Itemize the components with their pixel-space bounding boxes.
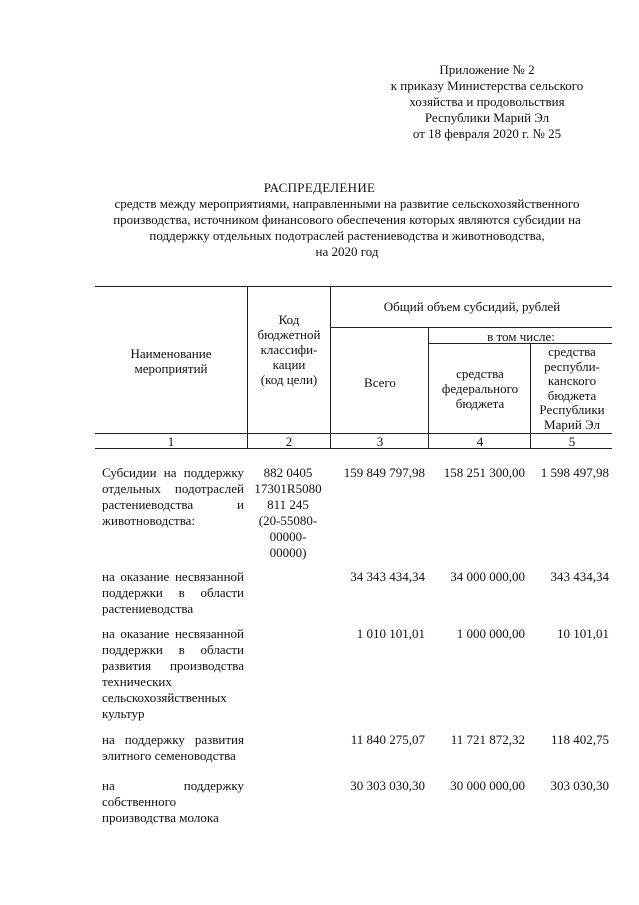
header-republic-line: республи- [544,358,600,374]
header-federal-line: бюджета [455,396,505,411]
subtitle-line: поддержку отдельных подотраслей растениеводства и животноводства, [149,228,545,243]
header-republic-line: Марий Эл [544,416,600,432]
row-code-line: 17301R5080 [254,481,322,496]
col-number: 4 [476,434,484,449]
row-name: на оказание несвязанной поддержки в области растениеводства [102,569,244,616]
row-federal: 30 000 000,00 [450,778,525,793]
header-republic-line: средства [548,344,596,359]
header-code [249,312,329,387]
row-federal: 11 721 872,32 [450,732,525,747]
row-total: 34 343 434,34 [350,569,425,584]
subtitle-line: средств между мероприятиями, направленными на развитие сельскохозяйственного [114,196,580,211]
row-code-line: 882 0405 [263,465,313,480]
subtitle-line: производства, источником финансового обеспечения которых являются субсидии на [113,212,581,227]
row-total: 30 303 030,30 [350,778,425,793]
row-code-line: 00000) [269,545,307,560]
header-name [97,346,245,376]
appendix-line: к приказу Министерства сельского [390,78,584,93]
row-republic: 10 101,01 [557,626,609,641]
header-republic-line: Республики [539,402,605,417]
row-federal: 158 251 300,00 [443,465,525,480]
header-federal-line: средства [456,366,504,381]
header-republic-line: канского [547,373,597,388]
row-code [250,465,326,561]
row-federal: 1 000 000,00 [456,626,525,641]
header-total: Всего [364,375,396,390]
header-incl: в том числе: [487,329,555,344]
row-code-line: 00000- [269,529,307,544]
row-republic: 1 598 497,98 [540,465,609,480]
row-total: 11 840 275,07 [350,732,425,747]
row-republic: 343 434,34 [550,569,609,584]
header-total-group: Общий объем субсидий, рублей [383,299,561,314]
header-code-line: кации [272,357,306,372]
header-name-line: Наименование [130,346,212,361]
table-vline-2 [330,286,331,448]
row-name: на оказание несвязанной поддержки в области развития производства технических сельскохозяйственных культур [102,626,244,721]
row-republic: 303 030,30 [550,778,609,793]
appendix-line: Республики Марий Эл [424,110,550,125]
appendix-line: Приложение № 2 [439,62,535,77]
row-name: на поддержку собственного производства молока [102,778,244,825]
row-federal: 34 000 000,00 [450,569,525,584]
table-vline-1 [247,286,248,448]
appendix-header [372,62,602,142]
table-subheader-rule [330,327,612,328]
row-code-line: 811 245 [267,497,309,512]
row-code-line: (20-55080- [258,513,318,528]
col-number: 1 [167,434,175,449]
appendix-line: хозяйства и продовольствия [409,94,565,109]
table-vline-4 [530,343,531,448]
document-subtitle [102,196,592,260]
header-code-line: бюджетной [257,327,321,342]
header-code-line: классифи- [260,342,318,357]
header-name-line: мероприятий [134,361,208,376]
row-total: 1 010 101,01 [356,626,425,641]
row-total: 159 849 797,98 [343,465,425,480]
document-title: РАСПРЕДЕЛЕНИЕ [263,180,376,195]
row-republic: 118 402,75 [550,732,609,747]
header-republic-line: бюджета [547,387,597,403]
table-top-border [95,286,612,287]
table-vline-3 [428,327,429,448]
header-code-line: Код [278,312,300,327]
row-name: Субсидии на поддержку отдельных подотраслей растениеводства и животноводства: [102,465,244,528]
col-number: 5 [568,434,576,449]
row-name: на поддержку развития элитного семеноводства [102,732,244,763]
header-federal [430,366,530,411]
header-federal-line: федерального [441,381,519,396]
col-number: 3 [376,434,384,449]
header-code-line: (код цели) [260,372,318,387]
col-number: 2 [285,434,293,449]
subtitle-line: на 2020 год [315,244,379,259]
header-republic [532,345,612,432]
appendix-line: от 18 февраля 2020 г. № 25 [412,126,562,141]
